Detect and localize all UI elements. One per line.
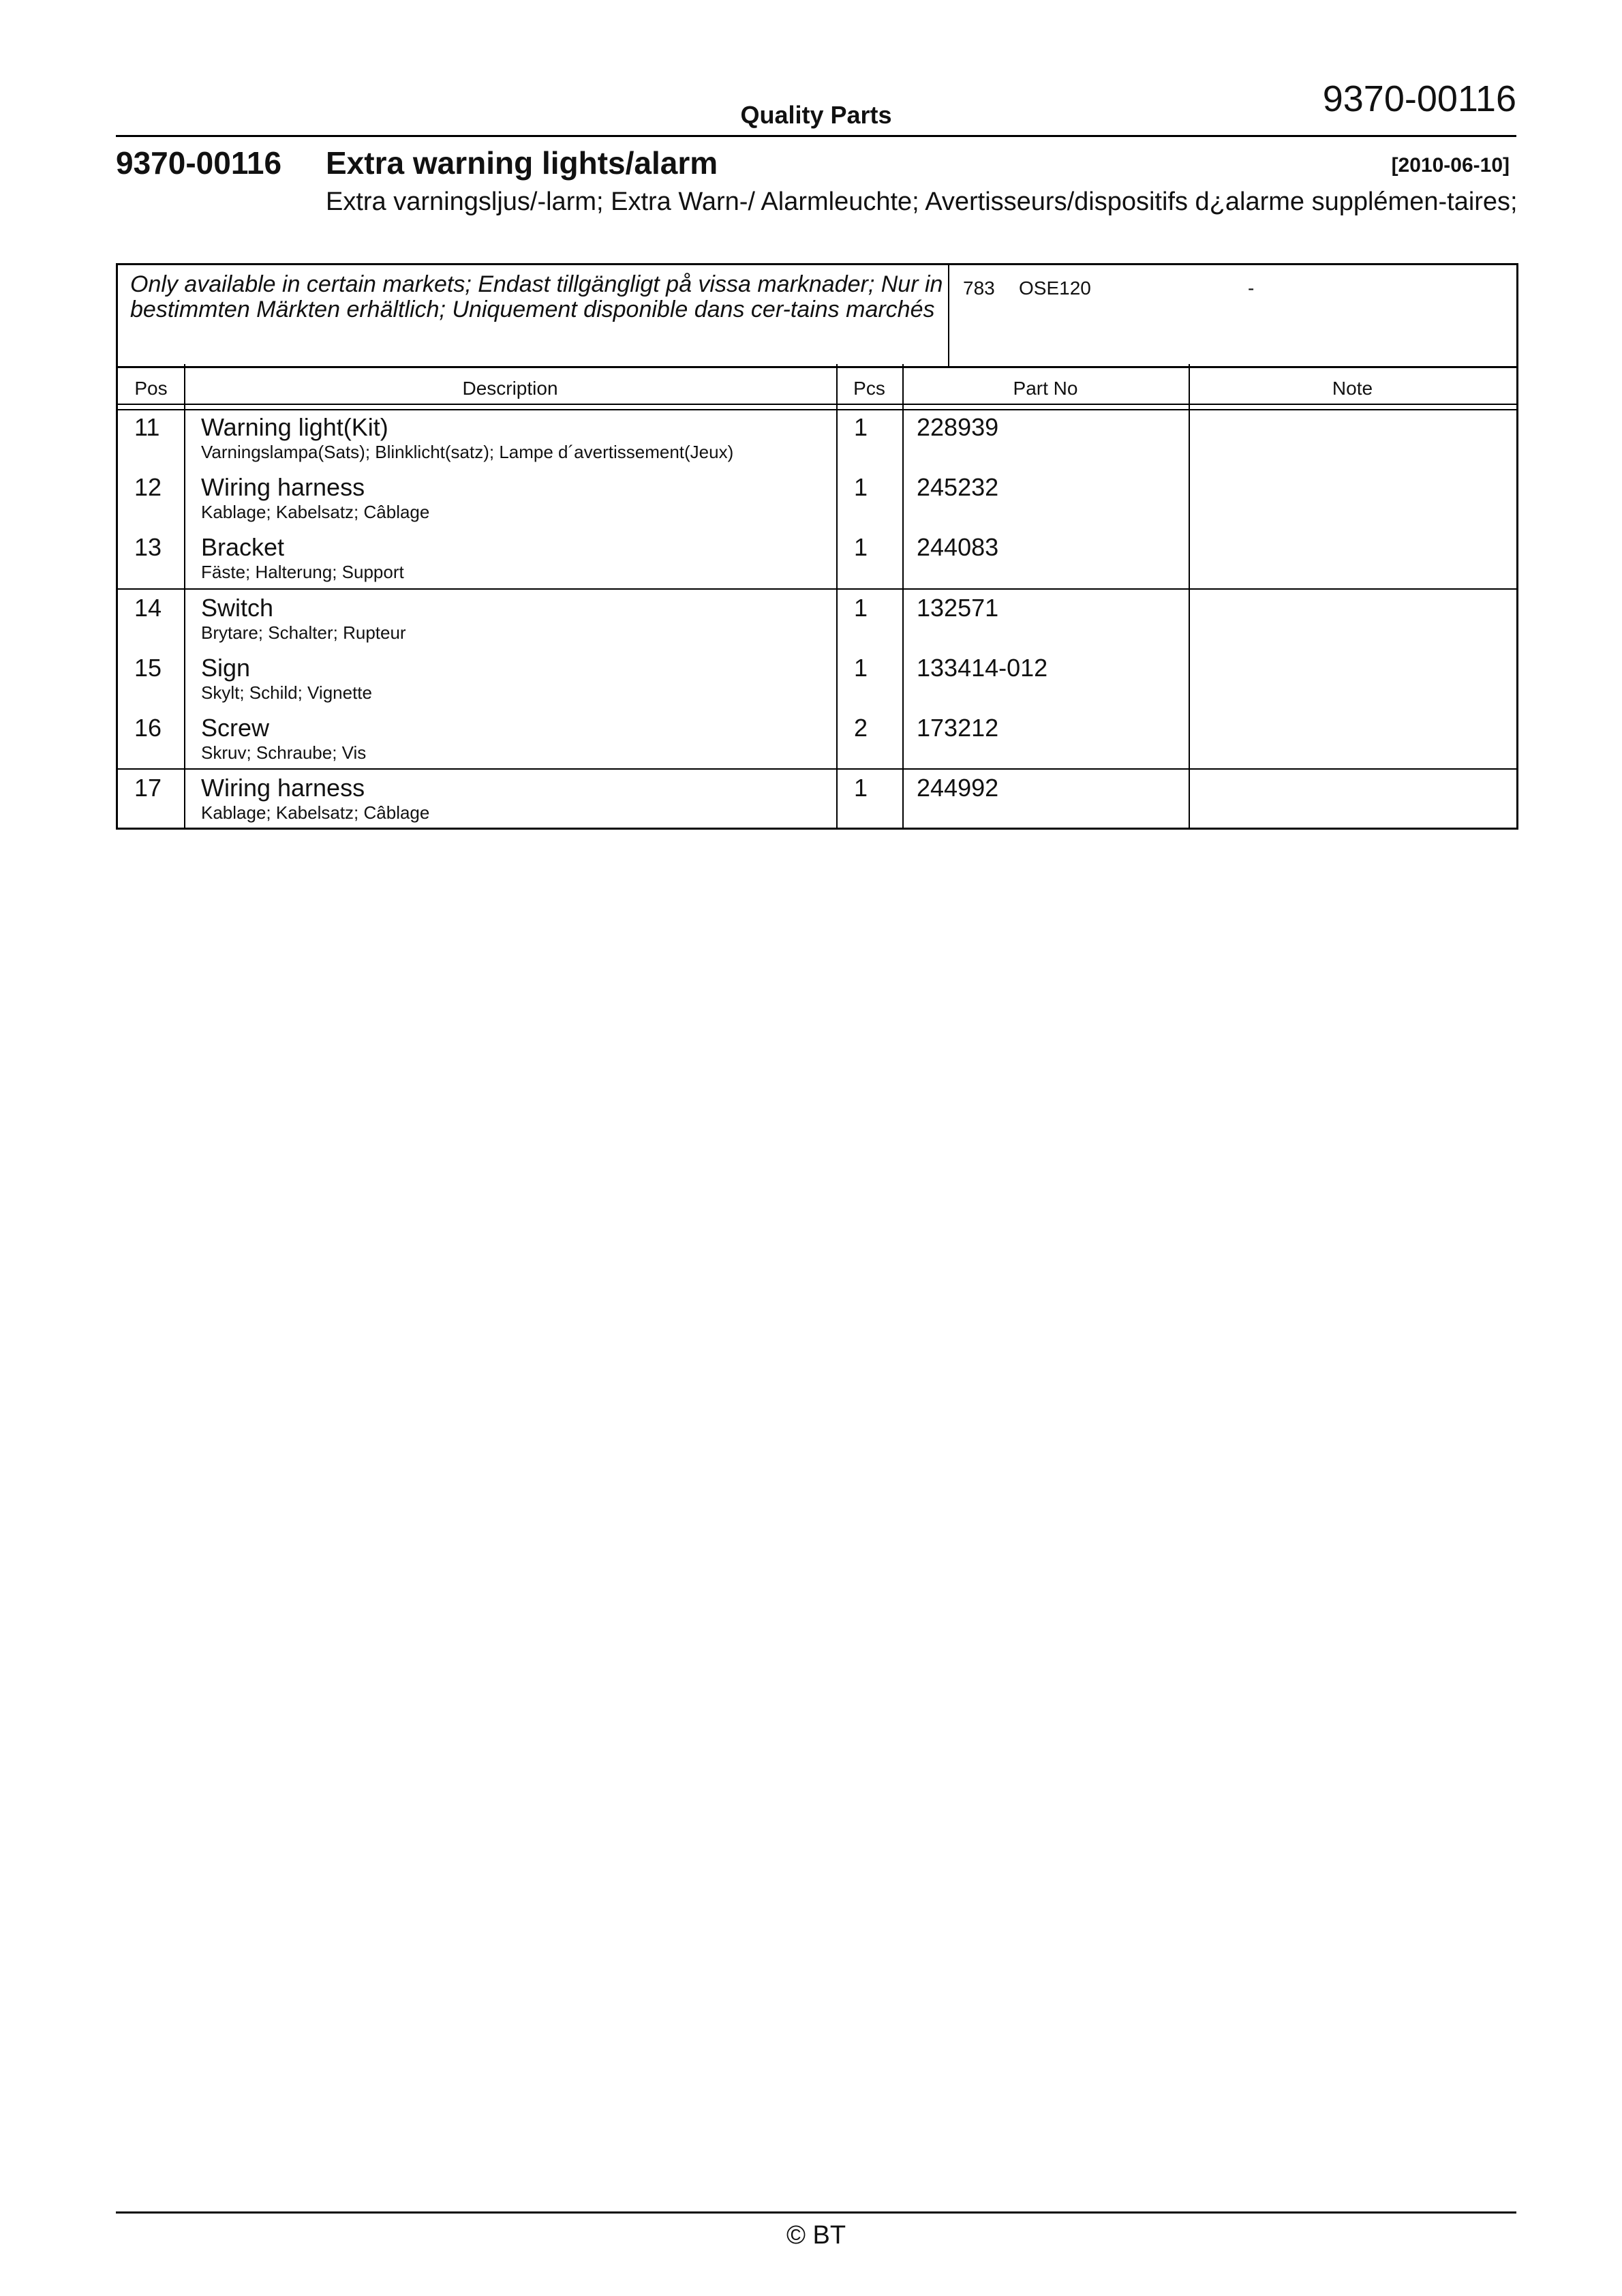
header-rule bbox=[118, 404, 1516, 405]
col-header-part-no: Part No bbox=[1013, 378, 1078, 399]
header-title: Quality Parts bbox=[740, 101, 892, 129]
row-part-no: 244083 bbox=[917, 533, 999, 561]
col-divider bbox=[902, 364, 904, 828]
header-rule bbox=[118, 409, 1516, 410]
row-description: Bracket bbox=[201, 533, 285, 561]
row-pcs: 1 bbox=[854, 654, 868, 682]
section-title: Extra warning lights/alarm bbox=[326, 145, 718, 181]
col-header-description: Description bbox=[462, 378, 558, 399]
col-divider bbox=[836, 364, 838, 828]
parts-table bbox=[116, 364, 1518, 830]
row-pcs: 1 bbox=[854, 533, 868, 561]
row-part-no: 245232 bbox=[917, 473, 999, 501]
row-pos: 15 bbox=[134, 654, 162, 682]
row-pcs: 2 bbox=[854, 714, 868, 742]
row-pos: 11 bbox=[134, 413, 160, 441]
footer-copyright: © BT bbox=[786, 2221, 846, 2250]
variant-code: 783 bbox=[963, 277, 995, 299]
row-translations: Brytare; Schalter; Rupteur bbox=[201, 622, 406, 643]
row-part-no: 173212 bbox=[917, 714, 999, 742]
row-description: Switch bbox=[201, 594, 274, 622]
row-pcs: 1 bbox=[854, 594, 868, 622]
row-pos: 12 bbox=[134, 473, 162, 501]
section-date: [2010-06-10] bbox=[1391, 154, 1510, 177]
row-pos: 14 bbox=[134, 594, 162, 622]
col-header-note: Note bbox=[1332, 378, 1373, 399]
section-subtitle: Extra varningsljus/-larm; Extra Warn-/ Alarmleuchte; Avertisseurs/dispositifs d¿alarme supplémen-taires; bbox=[326, 187, 1518, 216]
col-header-pos: Pos bbox=[134, 378, 168, 399]
row-translations: Skruv; Schraube; Vis bbox=[201, 742, 367, 763]
row-pos: 13 bbox=[134, 533, 162, 561]
section-number: 9370-00116 bbox=[116, 145, 282, 181]
row-translations: Kablage; Kabelsatz; Câblage bbox=[201, 802, 430, 823]
footer-rule bbox=[116, 2211, 1516, 2214]
availability-divider bbox=[948, 265, 949, 366]
availability-note: Only available in certain markets; Endast tillgängligt på vissa marknader; Nur in bestimmten Märkten erhältlich; Uniquement disponible dans cer-tains marchés bbox=[130, 271, 943, 322]
row-part-no: 132571 bbox=[917, 594, 999, 622]
row-description: Wiring harness bbox=[201, 774, 365, 802]
row-description: Wiring harness bbox=[201, 473, 365, 501]
row-pcs: 1 bbox=[854, 413, 868, 441]
row-description: Warning light(Kit) bbox=[201, 413, 388, 441]
row-description: Screw bbox=[201, 714, 270, 742]
col-header-pcs: Pcs bbox=[853, 378, 885, 399]
row-translations: Kablage; Kabelsatz; Câblage bbox=[201, 502, 430, 522]
header-rule bbox=[116, 135, 1516, 137]
row-pos: 16 bbox=[134, 714, 162, 742]
variant-range: - bbox=[1248, 277, 1255, 299]
variant-model: OSE120 bbox=[1019, 277, 1091, 299]
row-pcs: 1 bbox=[854, 774, 868, 802]
row-pcs: 1 bbox=[854, 473, 868, 501]
row-translations: Fäste; Halterung; Support bbox=[201, 562, 404, 582]
row-description: Sign bbox=[201, 654, 251, 682]
row-part-no: 228939 bbox=[917, 413, 999, 441]
group-separator bbox=[118, 768, 1516, 770]
group-separator bbox=[118, 588, 1516, 590]
row-translations: Skylt; Schild; Vignette bbox=[201, 682, 372, 703]
row-pos: 17 bbox=[134, 774, 162, 802]
col-divider bbox=[1189, 364, 1190, 828]
header-doc-number: 9370-00116 bbox=[1322, 78, 1516, 119]
row-translations: Varningslampa(Sats); Blinklicht(satz); Lampe d´avertissement(Jeux) bbox=[201, 442, 734, 462]
row-part-no: 133414-012 bbox=[917, 654, 1048, 682]
row-part-no: 244992 bbox=[917, 774, 999, 802]
availability-box bbox=[116, 263, 1518, 368]
